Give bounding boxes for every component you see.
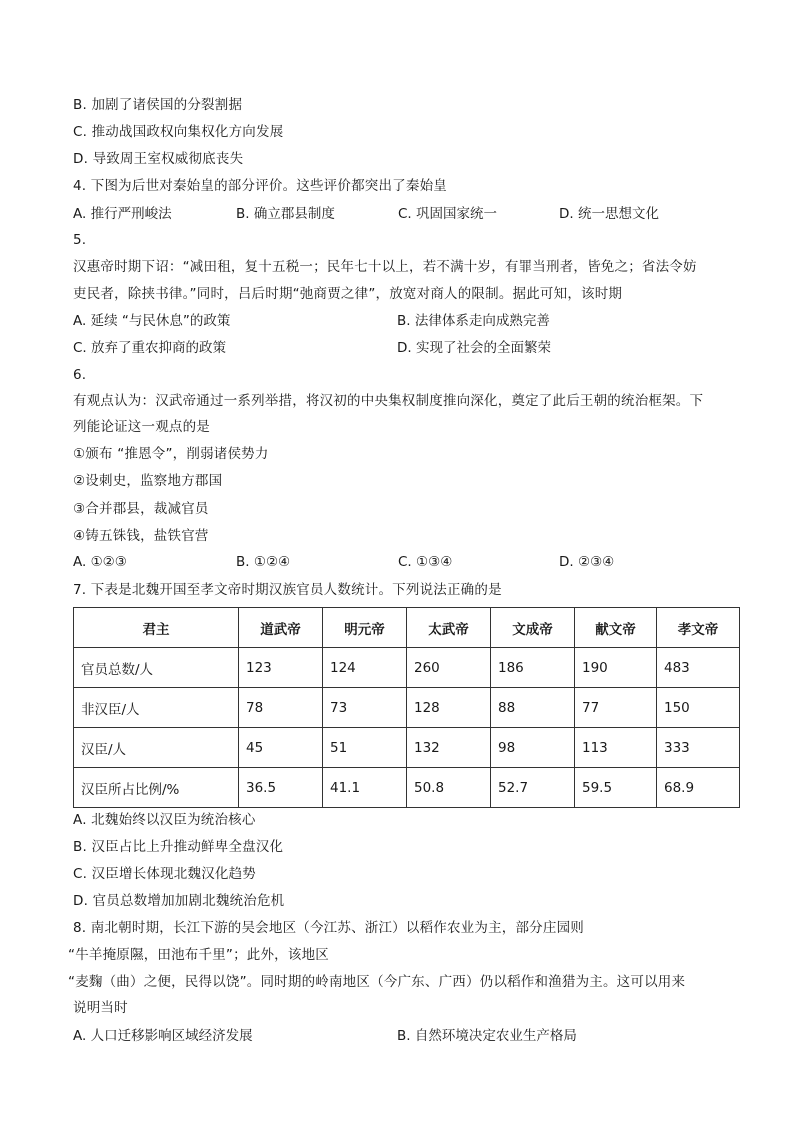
table-cell: 483 (657, 648, 740, 688)
q6-item-2: ②设刺史，监察地方郡国 (73, 473, 223, 489)
table-cell: 186 (491, 648, 575, 688)
q7-option-a: A. 北魏始终以汉臣为统治核心 (73, 812, 256, 828)
table-cell: 132 (407, 728, 491, 768)
table-row (74, 728, 740, 768)
q6-option-d: D. ②③④ (559, 554, 615, 570)
table-cell: 124 (323, 648, 407, 688)
q4-option-a: A. 推行严刑峻法 (73, 206, 172, 222)
table-cell: 52.7 (491, 768, 575, 808)
q6-item-3: ③合并郡县，裁减官员 (73, 501, 209, 517)
q6-line-2: 列能论证这一观点的是 (73, 419, 210, 435)
q8-line-3: “麦麴（曲）之便，民得以饶”。同时期的岭南地区（今广东、广西）仍以稻作和渔猎为主。这可以用来 (68, 974, 686, 990)
table-cell: 汉臣/人 (74, 728, 239, 768)
table-cell: 150 (657, 688, 740, 728)
q6-option-b: B. ①②④ (236, 554, 291, 570)
q8-option-a: A. 人口迁移影响区域经济发展 (73, 1028, 253, 1044)
q5-option-a: A. 延续 “与民休息”的政策 (73, 313, 231, 329)
table-header: 明元帝 (323, 608, 407, 648)
table-row (74, 648, 740, 688)
table-cell: 128 (407, 688, 491, 728)
q8-option-b: B. 自然环境决定农业生产格局 (397, 1028, 577, 1044)
table-cell: 98 (491, 728, 575, 768)
table-header-row (74, 608, 740, 648)
table-cell: 50.8 (407, 768, 491, 808)
table-cell: 51 (323, 728, 407, 768)
q4-option-d: D. 统一思想文化 (559, 206, 659, 222)
q3-option-c: C. 推动战国政权向集权化方向发展 (73, 124, 284, 140)
table-header: 文成帝 (491, 608, 575, 648)
q6-option-c: C. ①③④ (398, 554, 453, 570)
table-header: 献文帝 (575, 608, 657, 648)
q6-number: 6. (73, 367, 87, 383)
q5-option-c: C. 放弃了重农抑商的政策 (73, 340, 227, 356)
table-cell: 333 (657, 728, 740, 768)
q6-line-1: 有观点认为：汉武帝通过一系列举措，将汉初的中央集权制度推向深化，奠定了此后王朝的统治框架。下 (73, 393, 704, 409)
q4-stem: 4. 下图为后世对秦始皇的部分评价。这些评价都突出了秦始皇 (73, 178, 447, 194)
table-cell: 260 (407, 648, 491, 688)
q6-item-1: ①颁布 “推恩令”，削弱诸侯势力 (73, 446, 269, 462)
table-cell: 41.1 (323, 768, 407, 808)
table-cell: 78 (239, 688, 323, 728)
table-row (74, 688, 740, 728)
q8-line-1: 8. 南北朝时期，长江下游的吴会地区（今江苏、浙江）以稻作农业为主，部分庄园则 (73, 920, 584, 936)
table-cell: 45 (239, 728, 323, 768)
table-header: 君主 (74, 608, 239, 648)
table-header: 太武帝 (407, 608, 491, 648)
table-cell: 非汉臣/人 (74, 688, 239, 728)
q8-line-4: 说明当时 (73, 1000, 128, 1016)
table-cell: 官员总数/人 (74, 648, 239, 688)
table-cell: 113 (575, 728, 657, 768)
q8-line-2: “牛羊掩原隰，田池布千里”；此外，该地区 (68, 947, 329, 963)
q4-option-b: B. 确立郡县制度 (236, 206, 335, 222)
q7-stem: 7. 下表是北魏开国至孝文帝时期汉族官员人数统计。下列说法正确的是 (73, 582, 502, 598)
table-cell: 汉臣所占比例/% (74, 768, 239, 808)
q5-option-b: B. 法律体系走向成熟完善 (397, 313, 550, 329)
table-cell: 123 (239, 648, 323, 688)
table-header: 孝文帝 (657, 608, 740, 648)
table-cell: 77 (575, 688, 657, 728)
q3-option-d: D. 导致周王室权威彻底丧失 (73, 151, 244, 167)
table-header: 道武帝 (239, 608, 323, 648)
q5-line-1: 汉惠帝时期下诏：“减田租，复十五税一；民年七十以上，若不满十岁，有罪当刑者，皆免之；省法令妨 (73, 259, 697, 275)
q7-option-d: D. 官员总数增加加剧北魏统治危机 (73, 893, 285, 909)
q4-option-c: C. 巩固国家统一 (398, 206, 498, 222)
table-cell: 190 (575, 648, 657, 688)
q7-option-c: C. 汉臣增长体现北魏汉化趋势 (73, 866, 257, 882)
q5-number: 5. (73, 232, 87, 248)
table-cell: 88 (491, 688, 575, 728)
q3-option-b: B. 加剧了诸侯国的分裂割据 (73, 97, 243, 113)
table-cell: 68.9 (657, 768, 740, 808)
q6-item-4: ④铸五铢钱，盐铁官营 (73, 528, 209, 544)
q6-option-a: A. ①②③ (73, 554, 127, 570)
table-cell: 36.5 (239, 768, 323, 808)
table-row (74, 768, 740, 808)
table-cell: 59.5 (575, 768, 657, 808)
table-cell: 73 (323, 688, 407, 728)
q7-option-b: B. 汉臣占比上升推动鲜卑全盘汉化 (73, 839, 284, 855)
officials-table (73, 607, 740, 808)
q5-option-d: D. 实现了社会的全面繁荣 (397, 340, 551, 356)
q5-line-2: 吏民者，除挟书律。”同时，吕后时期“弛商贾之律”，放宽对商人的限制。据此可知，该时期 (73, 286, 623, 302)
